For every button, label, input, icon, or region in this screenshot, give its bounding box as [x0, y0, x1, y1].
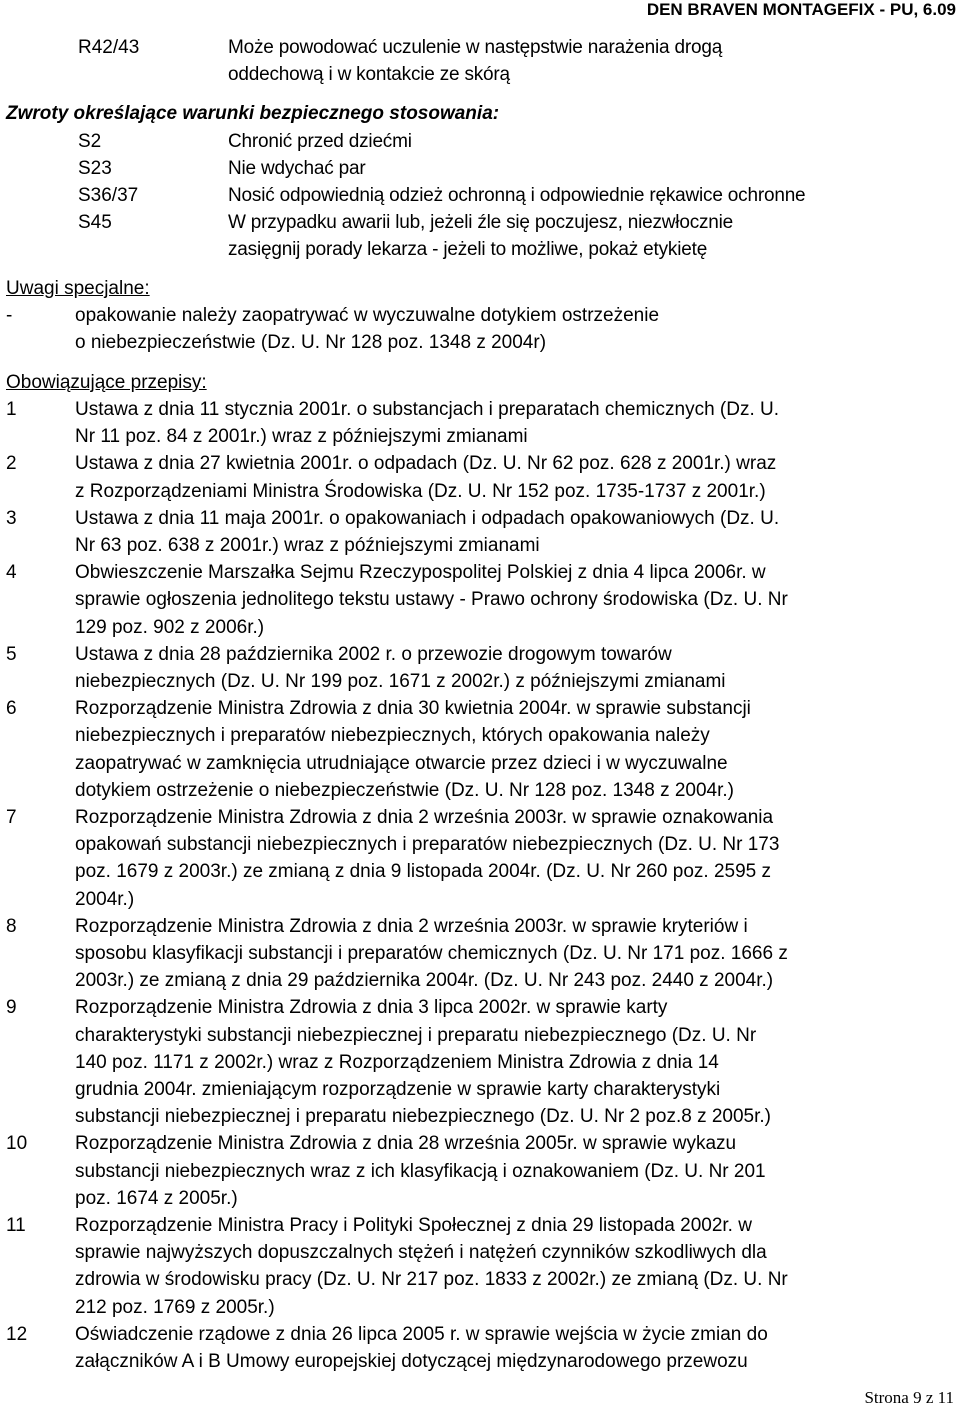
special-remarks-heading: Uwagi specjalne:: [6, 278, 150, 299]
regulation-number: 4: [6, 562, 17, 584]
regulation-text-line: Ustawa z dnia 27 kwietnia 2001r. o odpadach (Dz. U. Nr 62 poz. 628 z 2001r.) wraz: [75, 453, 777, 475]
regulation-text-line: Ustawa z dnia 11 stycznia 2001r. o substancjach i preparatach chemicznych (Dz. U.: [75, 399, 780, 420]
regulation-text-line: Nr 11 poz. 84 z 2001r.) wraz z późniejszymi zmianami: [75, 426, 528, 448]
s-phrase-code: S36/37: [78, 185, 139, 206]
s-phrase-code: S23: [78, 158, 112, 179]
r-phrase-code: R42/43: [78, 37, 140, 58]
s-phrase-text: zasięgnij porady lekarza - jeżeli to możliwe, pokaż etykietę: [228, 239, 708, 260]
s-phrase-code: S45: [78, 212, 112, 233]
regulations-heading: Obowiązujące przepisy:: [6, 372, 207, 393]
regulation-number: 9: [6, 997, 17, 1019]
regulation-text-line: charakterystyki substancji niebezpiecznej i preparatu niebezpiecznego (Dz. U. Nr: [75, 1024, 757, 1046]
regulation-text-line: Rozporządzenie Ministra Zdrowia z dnia 28 września 2005r. w sprawie wykazu: [75, 1133, 737, 1155]
regulation-text-line: zdrowia w środowisku pracy (Dz. U. Nr 217 poz. 1833 z 2002r.) ze zmianą (Dz. U. Nr: [75, 1269, 788, 1291]
r-phrase-line: oddechową i w kontakcie ze skórą: [228, 64, 510, 85]
regulation-text-line: Rozporządzenie Ministra Zdrowia z dnia 2 września 2003r. w sprawie kryteriów i: [75, 915, 748, 937]
regulation-text-line: 212 poz. 1769 z 2005r.): [75, 1296, 275, 1318]
regulation-number: 6: [6, 698, 17, 720]
regulation-text-line: Oświadczenie rządowe z dnia 26 lipca 2005 r. w sprawie wejścia w życie zmian do: [75, 1323, 768, 1345]
regulation-text-line: 2003r.) ze zmianą z dnia 29 października 2004r. (Dz. U. Nr 243 poz. 2440 z 2004r.): [75, 970, 774, 992]
s-phrase-text: Nosić odpowiednią odzież ochronną i odpowiednie rękawice ochronne: [228, 185, 806, 206]
regulation-text-line: sprawie ogłoszenia jednolitego tekstu ustawy - Prawo ochrony środowiska (Dz. U. Nr: [75, 589, 788, 611]
regulation-number: 3: [6, 507, 17, 529]
s-phrase-text: Chronić przed dziećmi: [228, 131, 412, 152]
regulation-number: 8: [6, 915, 17, 937]
regulation-text-line: Rozporządzenie Ministra Pracy i Polityki Społecznej z dnia 29 listopada 2002r. w: [75, 1215, 752, 1236]
regulation-number: 2: [6, 453, 17, 475]
regulation-text-line: 140 poz. 1171 z 2002r.) wraz z Rozporządzeniem Ministra Zdrowia z dnia 14: [75, 1051, 719, 1073]
regulation-text-line: załączników A i B Umowy europejskiej dotyczącej międzynarodowego przewozu: [75, 1351, 748, 1372]
regulation-number: 11: [6, 1215, 26, 1236]
regulation-text-line: substancji niebezpiecznych wraz z ich klasyfikacją i oznakowaniem (Dz. U. Nr 201: [75, 1160, 766, 1182]
regulation-text-line: poz. 1679 z 2003r.) ze zmianą z dnia 9 listopada 2004r. (Dz. U. Nr 260 poz. 2595 z: [75, 861, 772, 883]
special-line: o niebezpieczeństwie (Dz. U. Nr 128 poz. 1348 z 2004r): [75, 332, 547, 353]
regulation-text-line: sposobu klasyfikacji substancji i preparatów chemicznych (Dz. U. Nr 171 poz. 1666 z: [75, 943, 788, 964]
regulation-text-line: sprawie najwyższych dopuszczalnych stężeń i natężeń czynników szkodliwych dla: [75, 1242, 767, 1264]
regulation-number: 7: [6, 807, 17, 828]
regulation-text-line: 129 poz. 902 z 2006r.): [75, 616, 265, 638]
regulation-text-line: niebezpiecznych i preparatów niebezpiecznych, których opakowania należy: [75, 725, 710, 747]
regulation-text-line: Rozporządzenie Ministra Zdrowia z dnia 30 kwietnia 2004r. w sprawie substancji: [75, 698, 751, 720]
regulation-number: 5: [6, 643, 17, 665]
regulation-number: 12: [6, 1323, 28, 1345]
r-phrase-line: Może powodować uczulenie w następstwie narażenia drogą: [228, 37, 723, 58]
regulation-text-line: Rozporządzenie Ministra Zdrowia z dnia 2 września 2003r. w sprawie oznakowania: [75, 807, 774, 828]
regulation-text-line: dotykiem ostrzeżenie o niebezpieczeństwie (Dz. U. Nr 128 poz. 1348 z 2004r.): [75, 779, 734, 801]
regulation-text-line: substancji niebezpiecznej i preparatu niebezpiecznego (Dz. U. Nr 2 poz.8 z 2005r.): [75, 1106, 771, 1128]
regulation-text-line: Nr 63 poz. 638 z 2001r.) wraz z późniejszymi zmianami: [75, 535, 540, 556]
page-number: Strona 9 z 11: [864, 1388, 954, 1407]
s-phrase-text: Nie wdychać par: [228, 158, 366, 179]
special-bullet: -: [6, 305, 13, 326]
s-phrase-text: W przypadku awarii lub, jeżeli źle się poczujesz, niezwłocznie: [228, 212, 734, 233]
regulation-text-line: z Rozporządzeniami Ministra Środowiska (Dz. U. Nr 152 poz. 1735-1737 z 2001r.): [75, 480, 766, 502]
regulation-text-line: 2004r.): [75, 888, 135, 910]
regulation-number: 10: [6, 1133, 28, 1155]
regulation-text-line: Obwieszczenie Marszałka Sejmu Rzeczypospolitej Polskiej z dnia 4 lipca 2006r. w: [75, 562, 766, 584]
s-phrase-code: S2: [78, 131, 102, 152]
s-phrases-heading: Zwroty określające warunki bezpiecznego stosowania:: [6, 103, 500, 124]
regulation-text-line: Rozporządzenie Ministra Zdrowia z dnia 3 lipca 2002r. w sprawie karty: [75, 997, 668, 1019]
regulation-text-line: zaopatrywać w zamknięcia utrudniające otwarcie przez dzieci i w wyczuwalne: [75, 752, 728, 774]
document-header: DEN BRAVEN MONTAGEFIX - PU, 6.09: [646, 0, 956, 19]
regulation-text-line: niebezpiecznych (Dz. U. Nr 199 poz. 1671 z 2002r.) z późniejszymi zmianami: [75, 671, 726, 692]
regulation-number: 1: [6, 399, 17, 420]
special-line: opakowanie należy zaopatrywać w wyczuwalne dotykiem ostrzeżenie: [75, 305, 660, 326]
regulation-text-line: opakowań substancji niebezpiecznych i preparatów niebezpiecznych (Dz. U. Nr 173: [75, 834, 780, 856]
regulation-text-line: poz. 1674 z 2005r.): [75, 1187, 238, 1209]
regulation-text-line: Ustawa z dnia 28 października 2002 r. o przewozie drogowym towarów: [75, 643, 672, 665]
regulation-text-line: Ustawa z dnia 11 maja 2001r. o opakowaniach i odpadach opakowaniowych (Dz. U.: [75, 507, 780, 529]
regulation-text-line: grudnia 2004r. zmieniającym rozporządzenie w sprawie karty charakterystyki: [75, 1079, 721, 1100]
